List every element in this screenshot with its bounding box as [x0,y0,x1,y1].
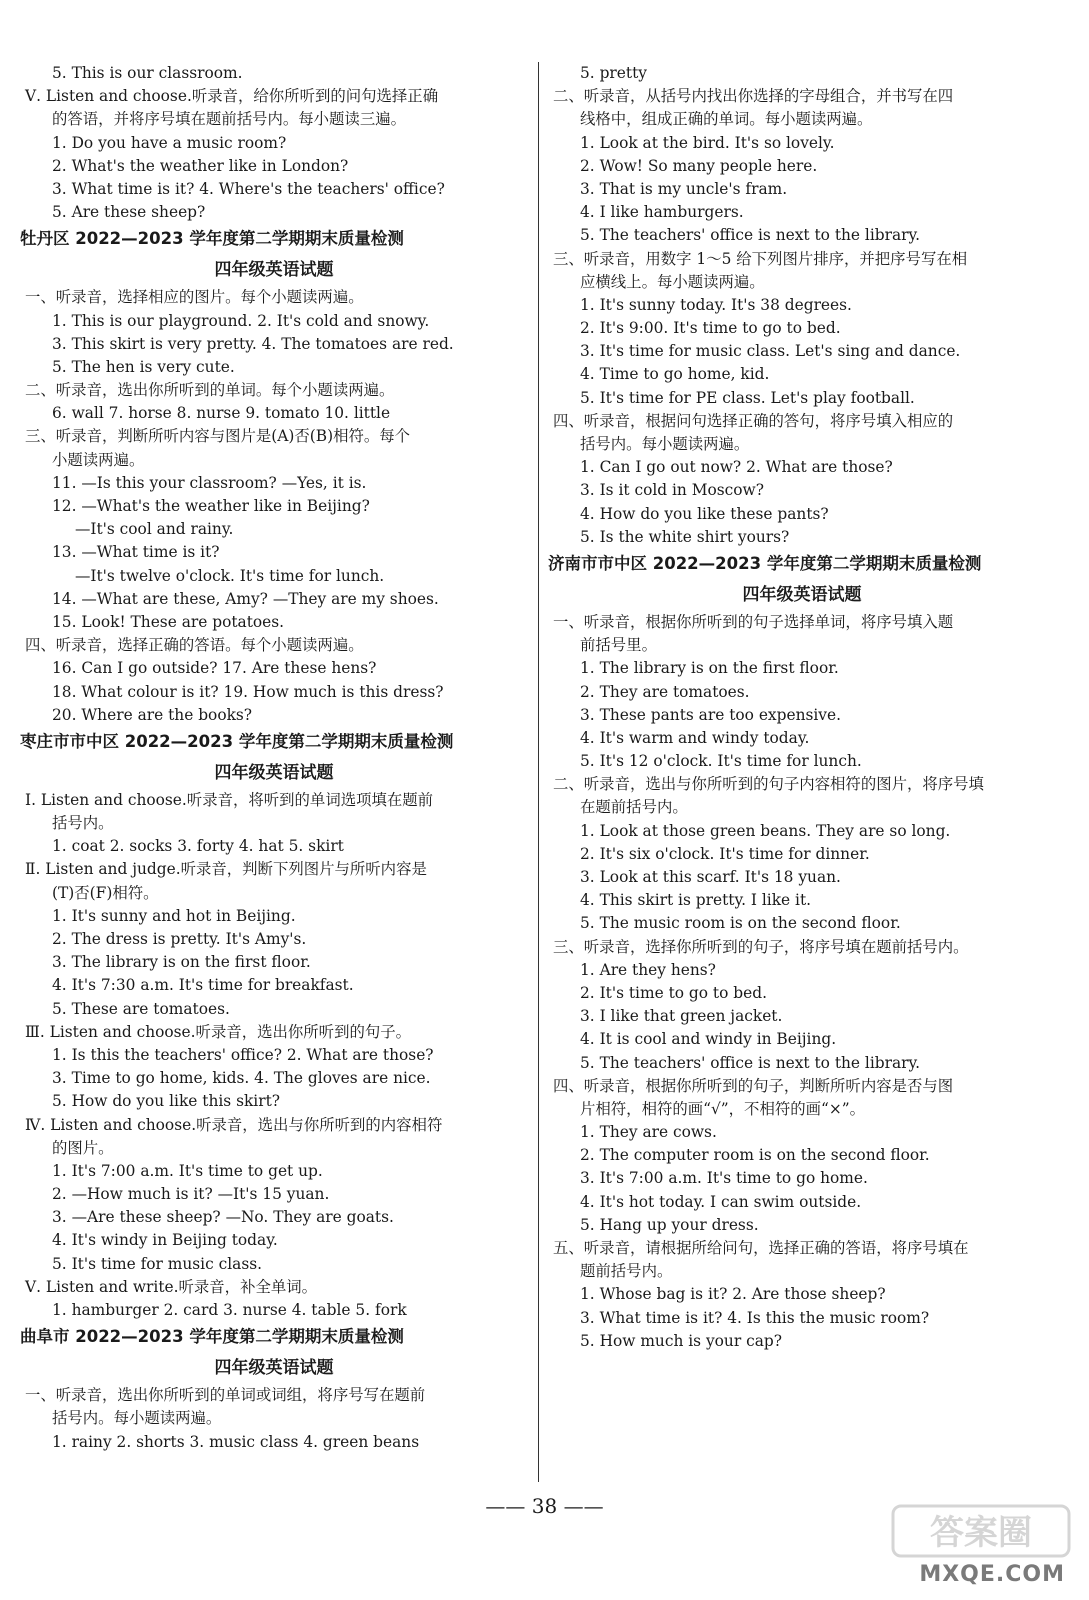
text-line: 线格中，组成正确的单词。每小题读两遍。 [580,110,873,129]
text-line: 1. Can I go out now? 2. What are those? [580,458,893,477]
text-line: 1. They are cows. [580,1123,717,1142]
text-line: 5. These are tomatoes. [52,999,230,1018]
text-line: 3. Time to go home, kids. 4. The gloves are nice. [52,1069,431,1088]
text-line: 4. It's windy in Beijing today. [52,1231,278,1250]
question-instruction: 四、听录音，选择正确的答语。每个小题读两遍。 [25,636,364,655]
text-line: 3. —Are these sheep? —No. They are goats. [52,1208,394,1227]
question-instruction: Ⅴ. Listen and choose.听录音，给你所听到的问句选择正确 [25,87,439,106]
text-line: 5. Is the white shirt yours? [580,527,790,546]
text-line: 4. Time to go home, kid. [580,365,770,384]
text-line: 5. The teachers' office is next to the library. [580,226,921,245]
text-line: 4. How do you like these pants? [580,504,829,523]
text-line: 2. The dress is pretty. It's Amy's. [52,930,307,948]
question-instruction: 一、听录音，选出你所听到的单词或词组，将序号写在题前 [25,1386,426,1405]
text-line: 5. The hen is very cute. [52,357,235,376]
text-line: 2. What's the weather like in London? [52,156,349,175]
text-line: 3. The library is on the first floor. [52,953,311,972]
text-line: 4. It's warm and windy today. [580,728,810,747]
text-line: 4. It is cool and windy in Beijing. [580,1030,837,1049]
text-line: 3. What time is it? 4. Is this the music room? [580,1308,930,1327]
exam-title: 四年级英语试题 [742,584,862,605]
text-line: 1. It's 7:00 a.m. It's time to get up. [52,1161,323,1180]
text-line: 1. Is this the teachers' office? 2. What are those? [52,1045,434,1064]
question-instruction: 一、听录音，选择相应的图片。每个小题读两遍。 [25,288,364,307]
text-line: —It's twelve o'clock. It's time for lunch. [75,566,385,585]
text-line: 2. —How much is it? —It's 15 yuan. [52,1185,330,1204]
text-line: 5. How do you like this skirt? [52,1092,281,1111]
question-instruction: Ⅲ. Listen and choose.听录音，选出你所听到的句子。 [25,1022,412,1041]
question-instruction: 四、听录音，根据你所听到的句子，判断所听内容是否与图 [553,1076,954,1095]
text-line: 3. What time is it? 4. Where's the teachers' office? [52,179,445,198]
page-number: —— 38 —— [485,1494,604,1518]
text-line: 题前括号内。 [580,1262,673,1281]
text-line: 3. I like that green jacket. [580,1007,783,1026]
question-instruction: 二、听录音，从括号内找出你选择的字母组合，并书写在四 [553,87,954,106]
section-heading: 牡丹区 2022—2023 学年度第二学期期末质量检测 [20,229,404,249]
column-divider [538,62,539,1482]
text-line: 18. What colour is it? 19. How much is this dress? [52,682,444,701]
text-line: 3. Look at this scarf. It's 18 yuan. [580,868,841,886]
text-line: 1. Look at the bird. It's so lovely. [580,133,835,152]
text-line: 3. It's 7:00 a.m. It's time to go home. [580,1169,868,1188]
exam-title: 四年级英语试题 [214,260,334,281]
text-line: 括号内。每小题读两遍。 [52,1409,222,1428]
text-line: 3. This skirt is very pretty. 4. The tomatoes are red. [52,334,454,353]
text-line: 4. It's hot today. I can swim outside. [580,1192,862,1211]
svg-text:答案圈: 答案圈 [930,1513,1032,1553]
question-instruction: 二、听录音，选出你所听到的单词。每个小题读两遍。 [25,381,395,400]
left-column [20,62,528,1454]
question-instruction: Ⅳ. Listen and choose.听录音，选出与你所听到的内容相符 [25,1115,443,1134]
text-line: 5. Hang up your dress. [580,1215,759,1234]
question-instruction: Ⅰ. Listen and choose.听录音，将听到的单词选项填在题前 [25,790,434,809]
text-line: 5. Are these sheep? [52,203,206,222]
section-heading: 济南市市中区 2022—2023 学年度第二学期期末质量检测 [548,553,982,573]
text-line: 1. rainy 2. shorts 3. music class 4. green beans [52,1432,420,1451]
exam-title: 四年级英语试题 [214,1358,334,1379]
text-line: 3. It's time for music class. Let's sing and dance. [580,342,961,361]
text-line: 2. The computer room is on the second floor. [580,1146,930,1165]
text-line: 5. pretty [580,64,647,82]
question-instruction: 一、听录音，根据你所听到的句子选择单词，将序号填入题 [553,612,954,631]
text-line: 20. Where are the books? [52,705,253,724]
text-line: 的答语，并将序号填在题前括号内。每小题读三遍。 [52,110,406,129]
text-line: 1. The library is on the first floor. [580,659,839,678]
watermark-text: MXQE.COM [919,1562,1065,1587]
question-instruction: 三、听录音，判断所听内容与图片是(A)否(B)相符。每个 [25,427,411,446]
text-line: 6. wall 7. horse 8. nurse 9. tomato 10. little [52,404,391,423]
text-line: 4. It's 7:30 a.m. It's time for breakfast. [52,976,354,995]
text-line: 1. Look at those green beans. They are so long. [580,821,951,840]
text-line: 5. How much is your cap? [580,1331,782,1350]
text-line: 4. This skirt is pretty. I like it. [580,891,812,910]
text-line: 15. Look! These are potatoes. [52,612,285,631]
text-line: 5. It's time for music class. [52,1254,263,1273]
text-line: 12. —What's the weather like in Beijing? [52,497,370,515]
section-heading: 枣庄市市中区 2022—2023 学年度第二学期期末质量检测 [20,731,454,751]
text-line: 在题前括号内。 [580,798,688,817]
text-line: 片相符，相符的画“√”，不相符的画“×”。 [580,1099,866,1118]
text-line: 2. It's six o'clock. It's time for dinner. [580,844,870,863]
question-instruction: 三、听录音，用数字 1～5 给下列图片排序，并把序号写在相 [553,249,968,268]
right-column [548,62,1056,1353]
text-line: 1. coat 2. socks 3. forty 4. hat 5. skirt [52,837,344,856]
page-number-value: 38 [531,1494,558,1518]
text-line: 1. This is our playground. 2. It's cold and snowy. [52,311,430,330]
text-line: 2. They are tomatoes. [580,682,750,701]
text-line: 2. It's 9:00. It's time to go to bed. [580,319,841,338]
question-instruction: Ⅱ. Listen and judge.听录音，判断下列图片与所听内容是 [25,860,427,879]
text-line: 2. It's time to go to bed. [580,983,767,1002]
question-instruction: 二、听录音，选出与你所听到的句子内容相符的图片，将序号填 [553,775,984,794]
question-instruction: 三、听录音，选择你所听到的句子，将序号填在题前括号内。 [553,937,969,956]
text-line: 5. It's 12 o'clock. It's time for lunch. [580,752,862,771]
text-line: 1. It's sunny and hot in Beijing. [52,906,296,925]
text-line: 1. Do you have a music room? [52,133,287,152]
text-line: 的图片。 [52,1138,114,1157]
text-line: 1. It's sunny today. It's 38 degrees. [580,295,852,314]
text-line: 括号内。每小题读两遍。 [580,435,750,453]
text-line: 小题读两遍。 [52,450,145,469]
text-line: 1. Whose bag is it? 2. Are those sheep? [580,1285,886,1304]
text-line: 1. hamburger 2. card 3. nurse 4. table 5. fork [52,1301,407,1319]
question-instruction: 五、听录音，请根据所给问句，选择正确的答语，将序号填在 [553,1239,969,1257]
text-line: 11. —Is this your classroom? —Yes, it is. [52,473,367,492]
question-instruction: Ⅴ. Listen and write.听录音，补全单词。 [25,1277,318,1296]
text-line: 3. Is it cold in Moscow? [580,481,764,500]
text-line: 4. I like hamburgers. [580,203,744,222]
text-line: 5. The teachers' office is next to the library. [580,1053,921,1072]
text-line: 括号内。 [52,814,114,833]
text-line: —It's cool and rainy. [75,520,234,539]
text-line: 2. Wow! So many people here. [580,156,818,175]
question-instruction: 四、听录音，根据问句选择正确的答句，将序号填入相应的 [553,411,954,430]
text-line: 16. Can I go outside? 17. Are these hens? [52,659,377,678]
text-line: 5. This is our classroom. [52,64,243,82]
text-line: 应横线上。每小题读两遍。 [580,272,765,291]
text-line: 前括号里。 [580,636,657,655]
text-line: (T)否(F)相符。 [52,883,159,902]
text-line: 5. It's time for PE class. Let's play football. [580,388,915,407]
text-line: 3. These pants are too expensive. [580,705,841,724]
text-line: 13. —What time is it? [52,543,220,562]
text-line: 14. —What are these, Amy? —They are my shoes. [52,589,439,608]
text-line: 5. The music room is on the second floor. [580,914,901,933]
text-line: 3. That is my uncle's fram. [580,179,788,198]
section-heading: 曲阜市 2022—2023 学年度第二学期期末质量检测 [20,1327,404,1347]
exam-title: 四年级英语试题 [214,762,334,783]
text-line: 1. Are they hens? [580,960,716,979]
